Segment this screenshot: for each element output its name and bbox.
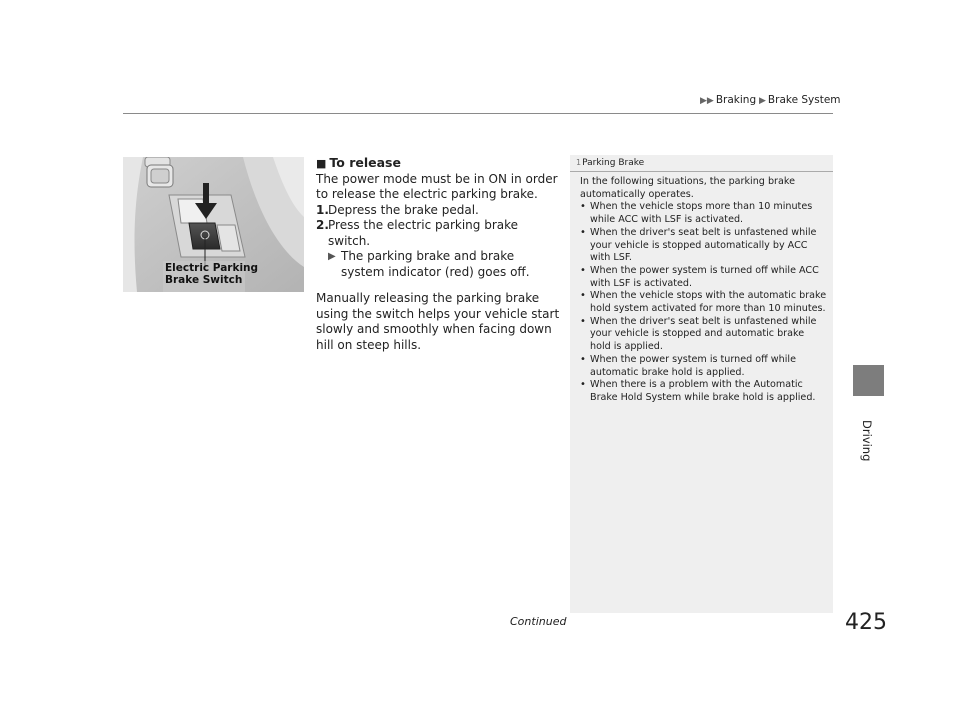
side-note-list <box>580 201 827 404</box>
header-rule <box>123 113 833 114</box>
step-result: ▶ The parking brake and brake system indicator (red) goes off. <box>328 249 530 279</box>
list-item: • When the power system is turned off while automatic brake hold is applied. <box>580 353 796 378</box>
list-item: • When the power system is turned off while ACC with LSF is activated. <box>580 264 819 289</box>
note-text: Manually releasing the parking brake using the switch helps your vehicle start slowly and smoothly when facing down hill on steep hills. <box>316 291 560 352</box>
bullet-icon: • <box>580 226 586 238</box>
section-tab[interactable] <box>853 365 884 396</box>
square-bullet-icon: ■ <box>316 157 327 170</box>
bullet-icon: • <box>580 201 586 213</box>
reference-icon: 1 <box>576 158 582 167</box>
list-item: • When the driver's seat belt is unfastened while your vehicle is stopped automatically by ACC with LSF. <box>580 226 817 264</box>
list-item: • When the driver's seat belt is unfastened while your vehicle is stopped and automatic brake hold is applied. <box>580 315 817 353</box>
list-item: • When there is a problem with the Automatic Brake Hold System while brake hold is applied. <box>580 379 816 403</box>
breadcrumb-item-braking[interactable]: Braking <box>715 94 757 106</box>
list-item: • When the vehicle stops more than 10 minutes while ACC with LSF is activated. <box>580 201 813 226</box>
list-item: • When the vehicle stops with the automatic brake hold system activated for more than 10 minutes. <box>580 290 827 315</box>
arrow-icon: ▶ <box>756 96 766 106</box>
bullet-icon: • <box>580 353 586 365</box>
figure-callout-label: Electric Parking Brake Switch <box>165 262 259 286</box>
intro-text: The power mode must be in ON in order to release the electric parking brake. <box>316 171 558 201</box>
arrow-icon: ▶ <box>328 251 336 262</box>
bullet-icon: • <box>580 315 586 327</box>
step-item: 1. Depress the brake pedal. <box>316 202 479 217</box>
section-tab-label: Driving <box>860 420 874 462</box>
breadcrumb <box>700 94 841 106</box>
side-note-intro: In the following situations, the parking brake automatically operates. <box>580 176 795 200</box>
bullet-icon: • <box>580 379 586 391</box>
side-note-title[interactable]: 1Parking Brake <box>576 158 645 168</box>
double-arrow-icon: ▶▶ <box>700 96 714 106</box>
main-content <box>316 155 561 353</box>
step-item: 2. Press the electric parking brake switch. <box>316 218 519 248</box>
continued-label: Continued <box>510 615 567 628</box>
side-note-box <box>570 155 833 613</box>
section-heading: ■ To release <box>316 155 401 170</box>
page-number: 425 <box>845 610 887 635</box>
bullet-icon: • <box>580 264 586 276</box>
breadcrumb-item-brake-system[interactable]: Brake System <box>767 94 841 106</box>
bullet-icon: • <box>580 290 586 302</box>
